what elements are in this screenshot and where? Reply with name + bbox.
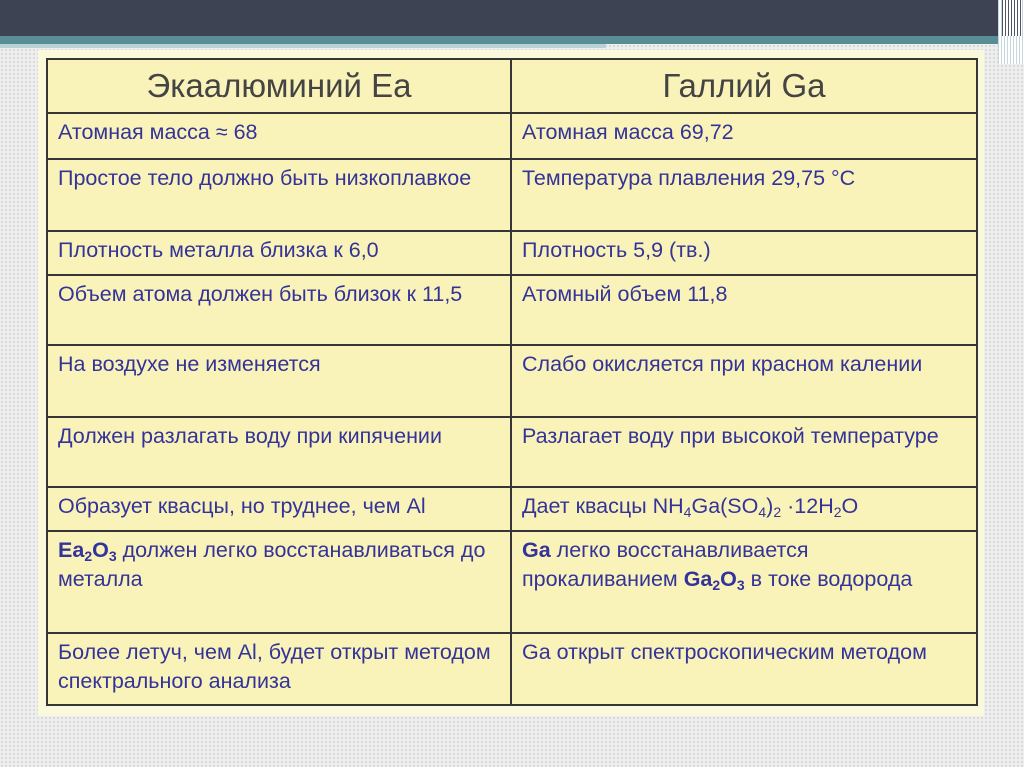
formula-text: ·12H [781, 494, 834, 518]
cell-gallium: Температура плавления 29,75 °C [511, 159, 977, 231]
cell-ekaaluminium: Объем атома должен быть близок к 11,5 [47, 275, 511, 345]
cell-gallium: Плотность 5,9 (тв.) [511, 231, 977, 275]
table-row [47, 159, 977, 231]
cell-ekaaluminium: Более летуч, чем Al, будет открыт методом спектрального анализа [47, 633, 511, 705]
table-row [47, 487, 977, 531]
slide-accent-line-light [0, 44, 606, 48]
cell-text: легко восстанавливается прокаливанием [522, 538, 809, 591]
subscript: 2 [712, 577, 721, 593]
formula-text: Ga(SO [691, 494, 759, 518]
formula-text: Дает квасцы NH [522, 494, 684, 518]
comparison-table [46, 58, 978, 706]
cell-ekaaluminium: Атомная масса ≈ 68 [47, 113, 511, 159]
cell-gallium: Разлагает воду при высокой температуре [511, 417, 977, 487]
cell-ekaaluminium: На воздухе не изменяется [47, 345, 511, 417]
formula-text: O [841, 494, 859, 518]
formula-text: O [92, 538, 109, 562]
cell-gallium: Атомный объем 11,8 [511, 275, 977, 345]
table-header-row [47, 59, 977, 113]
subscript: 2 [84, 548, 93, 564]
cell-gallium: Атомная масса 69,72 [511, 113, 977, 159]
cell-gallium: Ga открыт спектроскопическим методом [511, 633, 977, 705]
subscript: 3 [108, 548, 117, 564]
table-row [47, 417, 977, 487]
cell-gallium [511, 487, 977, 531]
table-row [47, 113, 977, 159]
table-row [47, 231, 977, 275]
cell-gallium [511, 531, 977, 633]
slide-top-bar [0, 0, 1000, 36]
subscript: 4 [683, 504, 692, 520]
formula-text: Ga [683, 567, 713, 591]
formula-text: O [720, 567, 737, 591]
cell-text: должен легко восстанавливаться до металла [58, 538, 486, 591]
subscript: 3 [736, 577, 745, 593]
cell-ekaaluminium: Плотность металла близка к 6,0 [47, 231, 511, 275]
cell-ekaaluminium: Простое тело должно быть низкоплавкое [47, 159, 511, 231]
table-row [47, 633, 977, 705]
subscript: 2 [773, 504, 782, 520]
formula-text: Ea [58, 538, 85, 562]
cell-ekaaluminium: Образует квасцы, но труднее, чем Al [47, 487, 511, 531]
cell-gallium: Слабо окисляется при красном калении [511, 345, 977, 417]
table-row [47, 275, 977, 345]
formula-text: Ga [522, 538, 551, 562]
cell-ekaaluminium [47, 531, 511, 633]
formula-text: ) [766, 494, 774, 518]
table-row [47, 345, 977, 417]
slide-accent-line [0, 36, 1000, 44]
column-header-gallium: Галлий Ga [511, 59, 977, 113]
subscript: 2 [833, 504, 842, 520]
subscript: 4 [758, 504, 767, 520]
slide-corner-stripes-dark [1002, 0, 1022, 36]
column-header-ekaaluminium: Экаалюминий Ea [47, 59, 511, 113]
cell-ekaaluminium: Должен разлагать воду при кипячении [47, 417, 511, 487]
cell-text: в токе водорода [744, 567, 913, 591]
table-row [47, 531, 977, 633]
